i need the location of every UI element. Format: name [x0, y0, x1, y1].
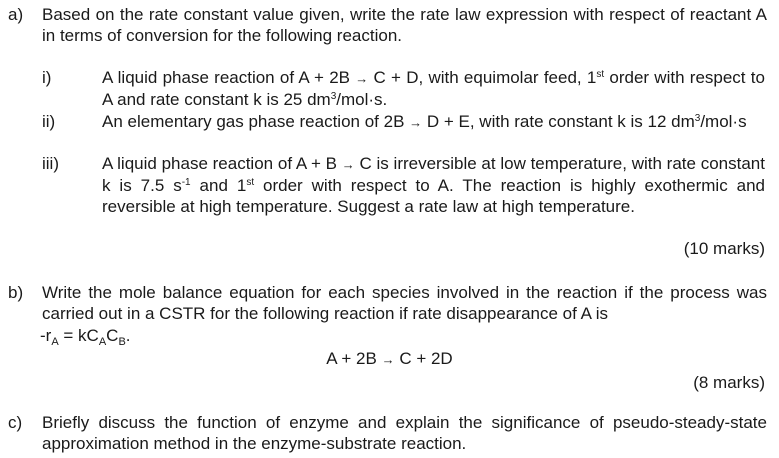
question-a-label: a)	[8, 5, 24, 24]
item-iii-label: iii)	[42, 154, 59, 173]
reaction-arrow-icon: →	[355, 71, 369, 86]
question-c-label: c)	[8, 413, 23, 432]
question-b-marks: (8 marks)	[693, 373, 765, 392]
question-a-text: Based on the rate constant value given, write the rate law expression with respect of reactant A in terms of conversion for the following reaction.	[42, 5, 767, 45]
item-i-text: A liquid phase reaction of A + 2B → C + D, with equimolar feed, 1st order with respect to A and rate constant k is 25 $dm^3/mol\cdot s$.	[102, 68, 765, 109]
reaction-arrow-icon: →	[409, 115, 423, 130]
question-a-marks: (10 marks)	[683, 239, 765, 258]
item-ii-label: ii)	[42, 112, 56, 131]
question-b-text: Write the mole balance equation for each species involved in the reaction if the process was carried out in a CSTR for the following reaction if rate disappearance of A is	[42, 283, 767, 323]
question-b-label: b)	[8, 283, 24, 302]
reaction-arrow-icon: →	[341, 157, 355, 172]
item-iii-text: A liquid phase reaction of A + B → C is irreversible at low temperature, with rate constant k is 7.5 $s^{-1}$ and 1st order with respect to A. The reaction is highly exothermic and reversible at high temperature. Suggest a rate law at high temperature.	[102, 154, 765, 216]
item-i-label: i)	[42, 68, 52, 87]
reaction-equation: A + 2B → C + 2D	[326, 349, 453, 368]
reaction-arrow-icon: →	[381, 352, 395, 367]
question-c-text: Briefly discuss the function of enzyme and explain the significance of pseudo-steady-state approximation method in the enzyme-substrate reaction.	[42, 413, 767, 453]
item-ii-text: An elementary gas phase reaction of 2B → D + E, with rate constant k is 12 $dm^3/mol\cdot s$	[102, 112, 747, 131]
